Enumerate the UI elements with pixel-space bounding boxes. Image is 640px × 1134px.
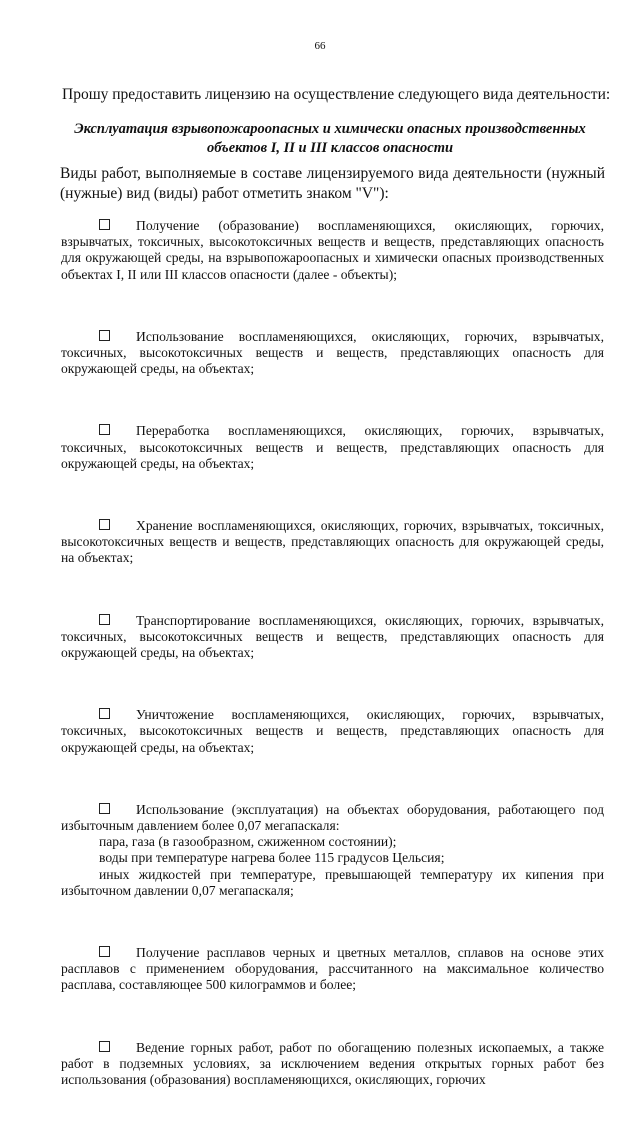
checkbox[interactable] (99, 946, 110, 957)
work-type-text: Получение расплавов черных и цветных металлов, сплавов на основе этих расплавов с применением оборудования, рассчитанного на максимальное количество расплава, составляющее 500 килограммов и более; (61, 945, 604, 993)
work-type-item (61, 802, 604, 834)
pressure-subline-water: воды при температуре нагрева более 115 градусов Цельсия; (99, 850, 445, 866)
work-type-item (61, 613, 604, 662)
work-type-item (61, 329, 604, 378)
checkbox[interactable] (99, 708, 110, 719)
work-type-text: Уничтожение воспламеняющихся, окисляющих, горючих, взрывчатых, токсичных, высокотоксичных веществ и веществ, представляющих опасность для окружающей среды, на объектах; (61, 707, 604, 755)
pressure-subline-liquids: иных жидкостей при температуре, превышающей температуру их кипения при избыточном давлении 0,07 мегапаскаля; (61, 866, 604, 898)
work-type-text: Получение (образование) воспламеняющихся, окисляющих, горючих, взрывчатых, токсичных, высокотоксичных веществ и веществ, представляющих опасность для окружающей среды, на взрывопожароопасных и химически опасных производственных объектах I, II или III классов опасности (далее - объекты); (61, 218, 604, 282)
work-types-list (61, 218, 604, 1134)
checkbox[interactable] (99, 424, 110, 435)
checkbox[interactable] (99, 614, 110, 625)
work-type-item (61, 945, 604, 994)
checkbox[interactable] (99, 219, 110, 230)
work-type-text: Использование воспламеняющихся, окисляющих, горючих, взрывчатых, токсичных, высокотоксичных веществ и веществ, представляющих опасность для окружающей среды, на объектах; (61, 328, 604, 377)
pressure-subline-steam: пара, газа (в газообразном, сжиженном состоянии); (99, 834, 397, 850)
page-number: 66 (314, 40, 326, 52)
work-type-item (61, 1040, 604, 1089)
work-type-text: Ведение горных работ, работ по обогащению полезных ископаемых, а также работ в подземных условиях, за исключением ведения открытых горных работ без использования (образования) воспламеняющихся, окисляющих, горючих (61, 1039, 604, 1088)
activity-title: Эксплуатация взрывопожароопасных и химически опасных производственных объектов I, II и III классов опасности (74, 121, 586, 156)
work-type-item (61, 707, 604, 756)
work-type-item (61, 518, 604, 567)
work-type-text: Хранение воспламеняющихся, окисляющих, горючих, взрывчатых, токсичных, высокотоксичных веществ и веществ, представляющих опасность для окружающей среды, на объектах; (61, 518, 604, 566)
checkbox[interactable] (99, 330, 110, 341)
instruction-text: Виды работ, выполняемые в составе лицензируемого вида деятельности (нужный (нужные) вид (виды) работ отметить знаком "V"): (60, 165, 605, 202)
checkbox[interactable] (99, 519, 110, 530)
work-type-text: Использование (эксплуатация) на объектах оборудования, работающего под избыточным давлением более 0,07 мегапаскаля: (61, 801, 604, 834)
license-request-intro: Прошу предоставить лицензию на осуществление следующего вида деятельности: (62, 86, 611, 103)
checkbox[interactable] (99, 1041, 110, 1052)
work-type-text: Транспортирование воспламеняющихся, окисляющих, горючих, взрывчатых, токсичных, высокотоксичных веществ и веществ, представляющих опасность для окружающей среды, на объектах; (61, 612, 604, 661)
work-type-text: Переработка воспламеняющихся, окисляющих, горючих, взрывчатых, токсичных, высокотоксичных веществ и веществ, представляющих опасность для окружающей среды, на объектах; (61, 423, 604, 471)
work-type-item (61, 218, 604, 283)
checkbox[interactable] (99, 803, 110, 814)
work-type-item (61, 423, 604, 472)
